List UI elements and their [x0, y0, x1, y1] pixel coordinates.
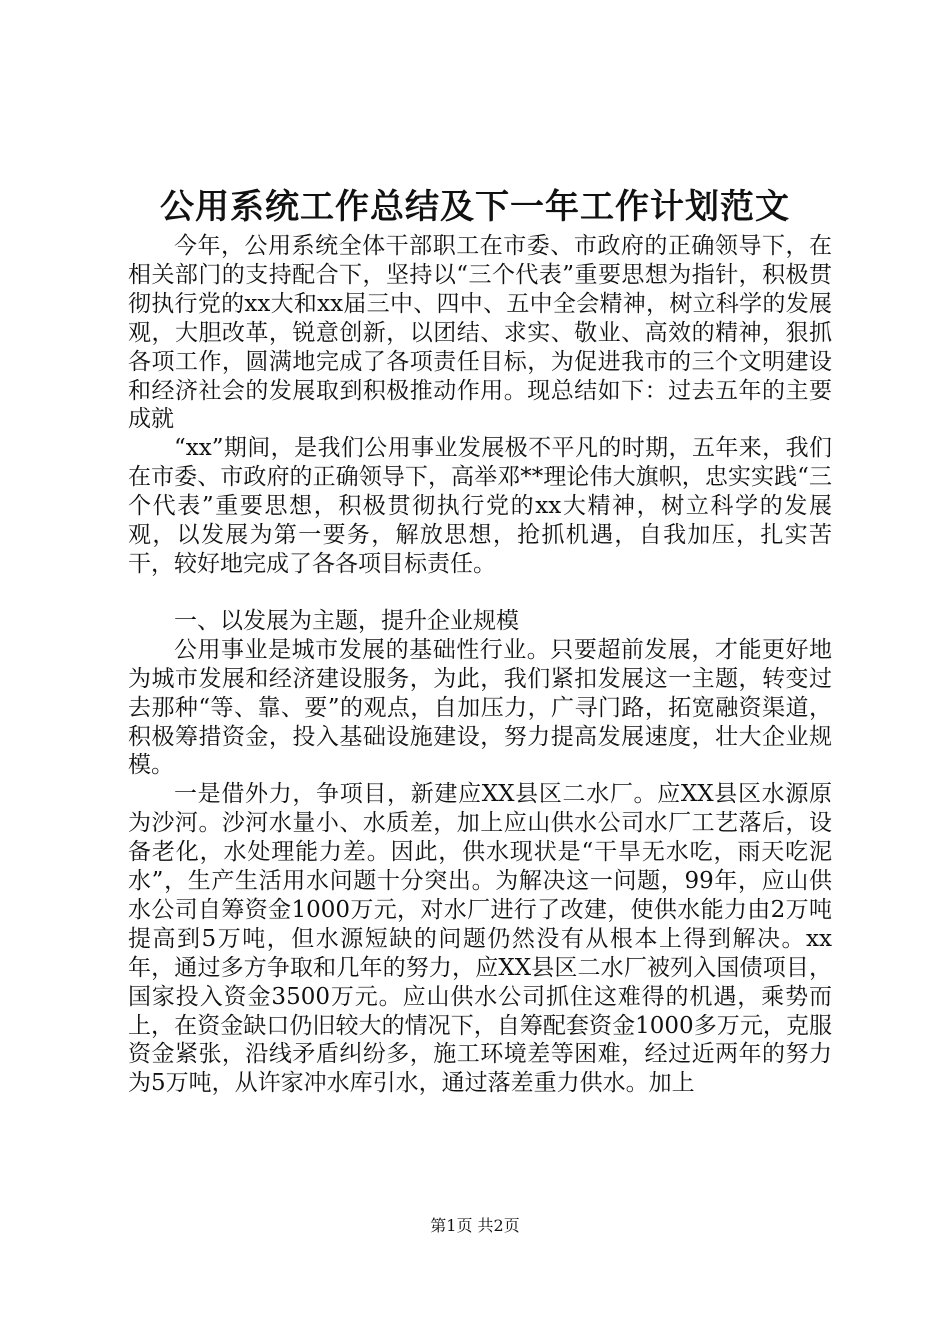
document-title: 公用系统工作总结及下一年工作计划范文 — [160, 187, 790, 227]
page-footer: 第1页 共2页 — [430, 1216, 520, 1235]
paragraph-water-plant: 一是借外力，争项目，新建应XX县区二水厂。应XX县区水源原为沙河。沙河水量小、水质差，加上应山供水公司水厂工艺落后，设备老化，水处理能力差。因此，供水现状是“干旱无水吃，雨天吃泥水”，生产生活用水问题十分突出。为解决这一问题，99年，应山供水公司自筹资金1000万元，对水厂进行了改建，使供水能力由2万吨提高到5万吨，但水源短缺的问题仍然没有从根本上得到解决。xx年，通过多方争取和几年的努力，应XX县区二水厂被列入国债项目，国家投入资金3500万元。应山供水公司抓住这难得的机遇，乘势而上，在资金缺口仍旧较大的情况下，自筹配套资金1000多万元，克服资金紧张，沿线矛盾纠纷多，施工环境差等困难，经过近两年的努力为5万吨，从许家冲水库引水，通过落差重力供水。加上 — [128, 781, 832, 1097]
section-heading-1: 一、以发展为主题，提升企业规模 — [174, 607, 519, 634]
paragraph-five-years: “xx”期间，是我们公用事业发展极不平凡的时期，五年来，我们在市委、市政府的正确领导下，高举邓**理论伟大旗帜，忠实实践“三个代表”重要思想，积极贯彻执行党的xx大精神，树立科学的发展观，以发展为第一要务，解放思想，抢抓机遇，自我加压，扎实苦干，较好地完成了各各项目标责任。 — [128, 435, 832, 577]
document-body — [128, 232, 832, 1098]
paragraph-intro: 今年，公用系统全体干部职工在市委、市政府的正确领导下，在相关部门的支持配合下，坚持以“三个代表”重要思想为指针，积极贯彻执行党的xx大和xx届三中、四中、五中全会精神，树立科学的发展观，大胆改革，锐意创新，以团结、求实、敬业、高效的精神，狠抓各项工作，圆满地完成了各项责任目标，为促进我市的三个文明建设和经济社会的发展取到积极推动作用。现总结如下：过去五年的主要成就 — [128, 233, 832, 433]
paragraph-public-utility: 公用事业是城市发展的基础性行业。只要超前发展，才能更好地为城市发展和经济建设服务，为此，我们紧扣发展这一主题，转变过去那种“等、靠、要”的观点，自加压力，广寻门路，拓宽融资渠道，积极筹措资金，投入基础设施建设，努力提高发展速度，壮大企业规模。 — [128, 636, 832, 779]
